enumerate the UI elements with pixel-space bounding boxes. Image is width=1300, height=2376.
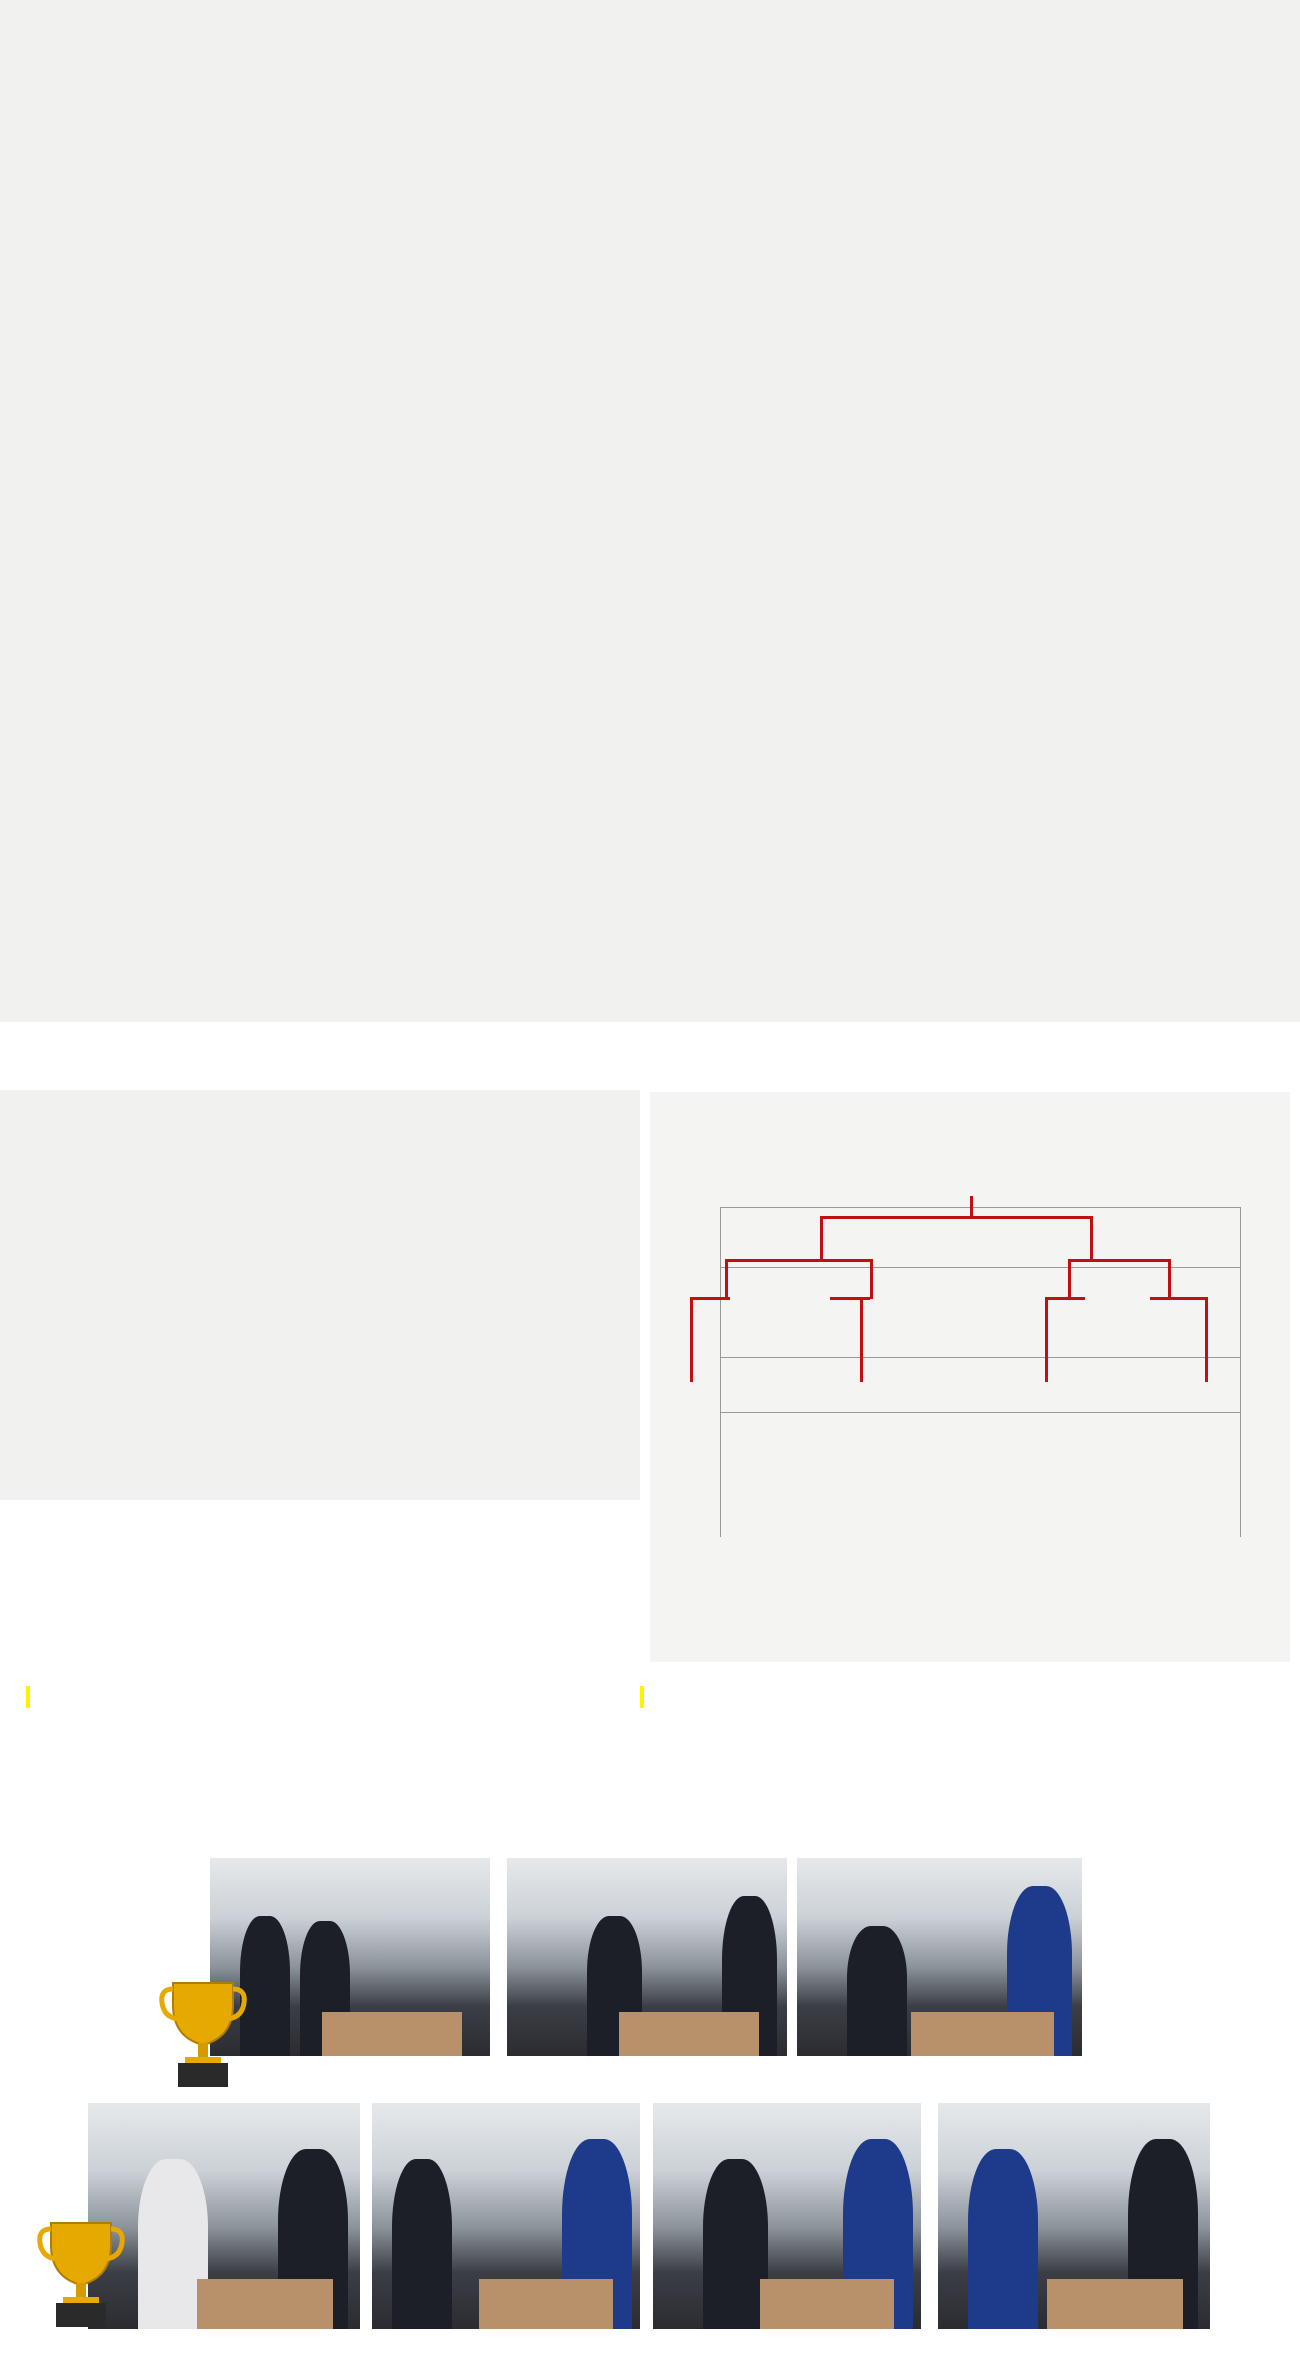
person-figure: [968, 2149, 1038, 2329]
results-sheet-photo: [0, 0, 1300, 1022]
award-photo-seta-kogyo: [653, 2103, 921, 2329]
bracket-line: [870, 1259, 873, 1299]
bracket-line: [820, 1216, 1090, 1219]
bracket-grid-line: [720, 1267, 1240, 1268]
award-table: [911, 2012, 1054, 2056]
women-sheet-photo: [0, 1090, 640, 1500]
award-table: [197, 2279, 333, 2329]
bracket-grid-line: [720, 1207, 1240, 1208]
bracket-line: [690, 1297, 693, 1382]
award-photo-otsu-sta: [210, 1858, 490, 2056]
award-table: [322, 2012, 462, 2056]
award-photo-nantei-kirakukai: [507, 1858, 787, 2056]
award-photo-seuko: [938, 2103, 1210, 2329]
bracket-line: [1068, 1259, 1168, 1262]
bracket-grid-line: [720, 1412, 1240, 1413]
award-photo-ft: [88, 2103, 360, 2329]
person-figure: [703, 2159, 768, 2329]
bracket-line: [725, 1259, 870, 1262]
person-figure: [392, 2159, 452, 2329]
bracket-line: [820, 1216, 823, 1261]
bracket-line: [1045, 1297, 1048, 1382]
bracket-line: [860, 1297, 863, 1382]
bracket-line: [1090, 1216, 1093, 1261]
award-photo-bankushi: [797, 1858, 1082, 2056]
award-table: [619, 2012, 759, 2056]
award-photo-mitsuya-cider: [372, 2103, 640, 2329]
bracket-line: [1205, 1297, 1208, 1382]
bracket-line: [1168, 1259, 1171, 1299]
men-bracket-photo: [650, 1092, 1290, 1662]
bracket-grid-line: [720, 1357, 1240, 1358]
trophy-icon: [36, 2215, 126, 2330]
trophy-icon: [158, 1975, 248, 2090]
bracket-line: [1045, 1297, 1085, 1300]
bracket-line: [725, 1259, 728, 1299]
bracket-line: [830, 1297, 870, 1300]
bracket-line: [690, 1297, 730, 1300]
award-table: [760, 2279, 894, 2329]
award-table: [1047, 2279, 1183, 2329]
women-champion-label: [26, 1686, 30, 1708]
bracket-line: [1150, 1297, 1205, 1300]
person-figure: [847, 1926, 907, 2056]
bracket-grid-line: [1240, 1207, 1241, 1537]
bracket-grid-line: [720, 1207, 721, 1537]
men-champion-label: [640, 1686, 644, 1708]
bracket-line: [970, 1196, 973, 1218]
bracket-line: [1068, 1259, 1071, 1299]
award-table: [479, 2279, 613, 2329]
